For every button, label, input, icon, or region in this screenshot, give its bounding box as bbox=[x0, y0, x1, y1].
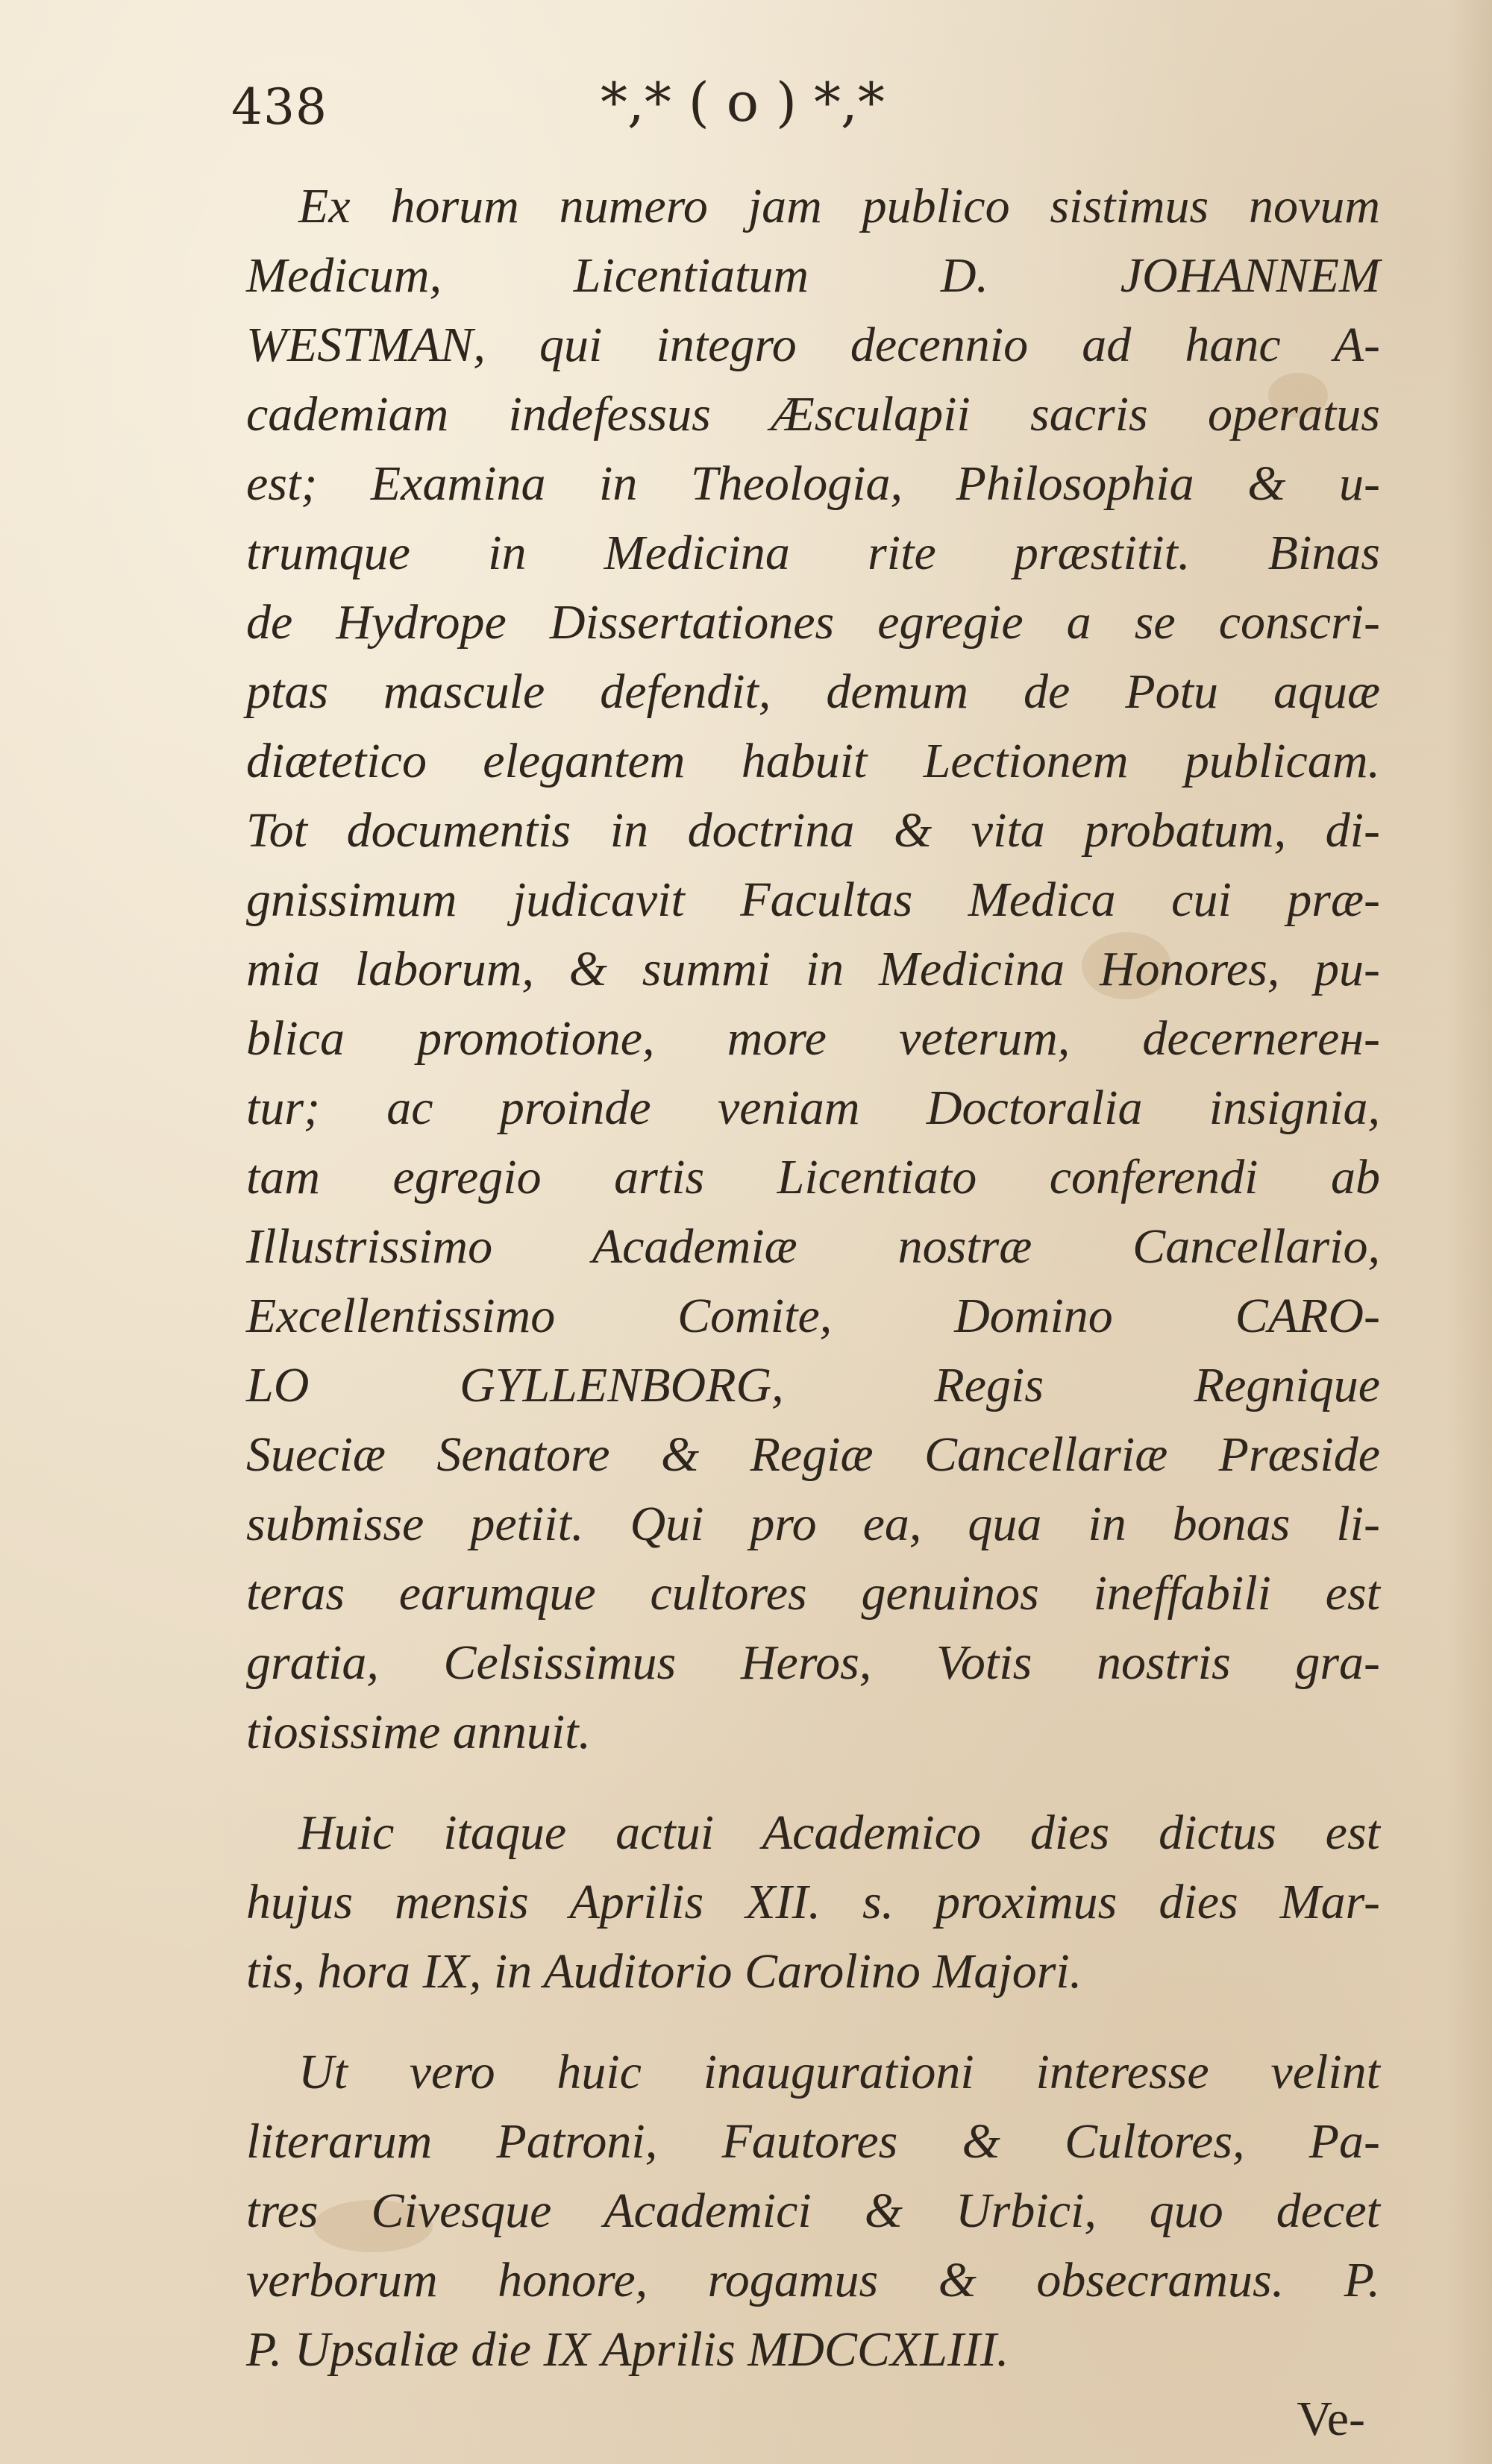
page-header bbox=[231, 71, 1388, 153]
text-line: Excellentissimo Comite, Domino CARO- bbox=[246, 1289, 1380, 1343]
page-edge-shadow bbox=[1447, 0, 1492, 2464]
text-line: Sueciæ Senatore & Regiæ Cancellariæ Præside bbox=[246, 1427, 1380, 1482]
text-line: Ex horum numero jam publico sistimus novum bbox=[298, 179, 1380, 233]
text-line: tiosissime annuit. bbox=[246, 1705, 592, 1759]
paragraph-gap bbox=[246, 2006, 1380, 2037]
text-line: mia laborum, & summi in Medicina Honores, pu- bbox=[246, 942, 1380, 996]
text-line: gratia, Celsissimus Heros, Votis nostris gra- bbox=[246, 1635, 1380, 1690]
text-line: literarum Patroni, Fautores & Cultores, Pa- bbox=[246, 2114, 1380, 2169]
text-line: gnissimum judicavit Facultas Medica cui præ- bbox=[246, 873, 1380, 927]
text-line: hujus mensis Aprilis XII. s. proximus dies Mar- bbox=[246, 1875, 1380, 1929]
text-line: P. Upsaliæ die IX Aprilis MDCCXLIII. bbox=[246, 2322, 1009, 2377]
paragraph-1 bbox=[246, 172, 1380, 1767]
text-line: Ut vero huic inaugurationi interesse velint bbox=[298, 2045, 1380, 2099]
text-line: cademiam indefessus Æsculapii sacris operatus bbox=[246, 387, 1380, 441]
text-line: Illustrissimo Academiæ nostræ Cancellario, bbox=[246, 1219, 1380, 1274]
paragraph-3 bbox=[246, 2037, 1380, 2384]
text-line: submisse petiit. Qui pro ea, qua in bonas li- bbox=[246, 1497, 1380, 1551]
text-line: verborum honore, rogamus & obsecramus. P. bbox=[246, 2253, 1380, 2307]
text-line: Huic itaque actui Academico dies dictus est bbox=[298, 1805, 1380, 1860]
text-line: tam egregio artis Licentiato conferendi ab bbox=[246, 1150, 1380, 1204]
page-number: 438 bbox=[231, 78, 327, 136]
text-line: de Hydrope Dissertationes egregie a se conscri- bbox=[246, 595, 1380, 650]
text-line: est; Examina in Theologia, Philosophia & u- bbox=[246, 456, 1380, 511]
paragraph-gap bbox=[246, 1767, 1380, 1798]
text-line: tis, hora IX, in Auditorio Carolino Majori. bbox=[246, 1944, 1082, 1999]
text-line: Tot documentis in doctrina & vita probatum, di- bbox=[246, 803, 1380, 858]
paragraph-2 bbox=[246, 1798, 1380, 2006]
text-line: diætetico elegantem habuit Lectionem publicam. bbox=[246, 734, 1380, 788]
text-line: trumque in Medicina rite præstitit. Binas bbox=[246, 526, 1380, 580]
text-line: Medicum, Licentiatum D. JOHANNEM bbox=[246, 248, 1380, 303]
text-line: blica promotione, more veterum, decernerен- bbox=[246, 1011, 1380, 1066]
text-line: WESTMAN, qui integro decennio ad hanc A- bbox=[246, 318, 1380, 372]
running-head: *,* ( o ) *,* bbox=[601, 71, 885, 133]
body-text bbox=[246, 172, 1380, 2454]
text-line: tur; ac proinde veniam Doctoralia insignia, bbox=[246, 1081, 1380, 1135]
catchword: Ve- bbox=[1297, 2392, 1365, 2446]
text-line: LO GYLLENBORG, Regis Regnique bbox=[246, 1358, 1380, 1412]
text-line: teras earumque cultores genuinos ineffabili est bbox=[246, 1566, 1380, 1621]
text-line: tres Civesque Academici & Urbici, quo decet bbox=[246, 2184, 1380, 2238]
text-line: ptas mascule defendit, demum de Potu aquæ bbox=[246, 664, 1380, 719]
